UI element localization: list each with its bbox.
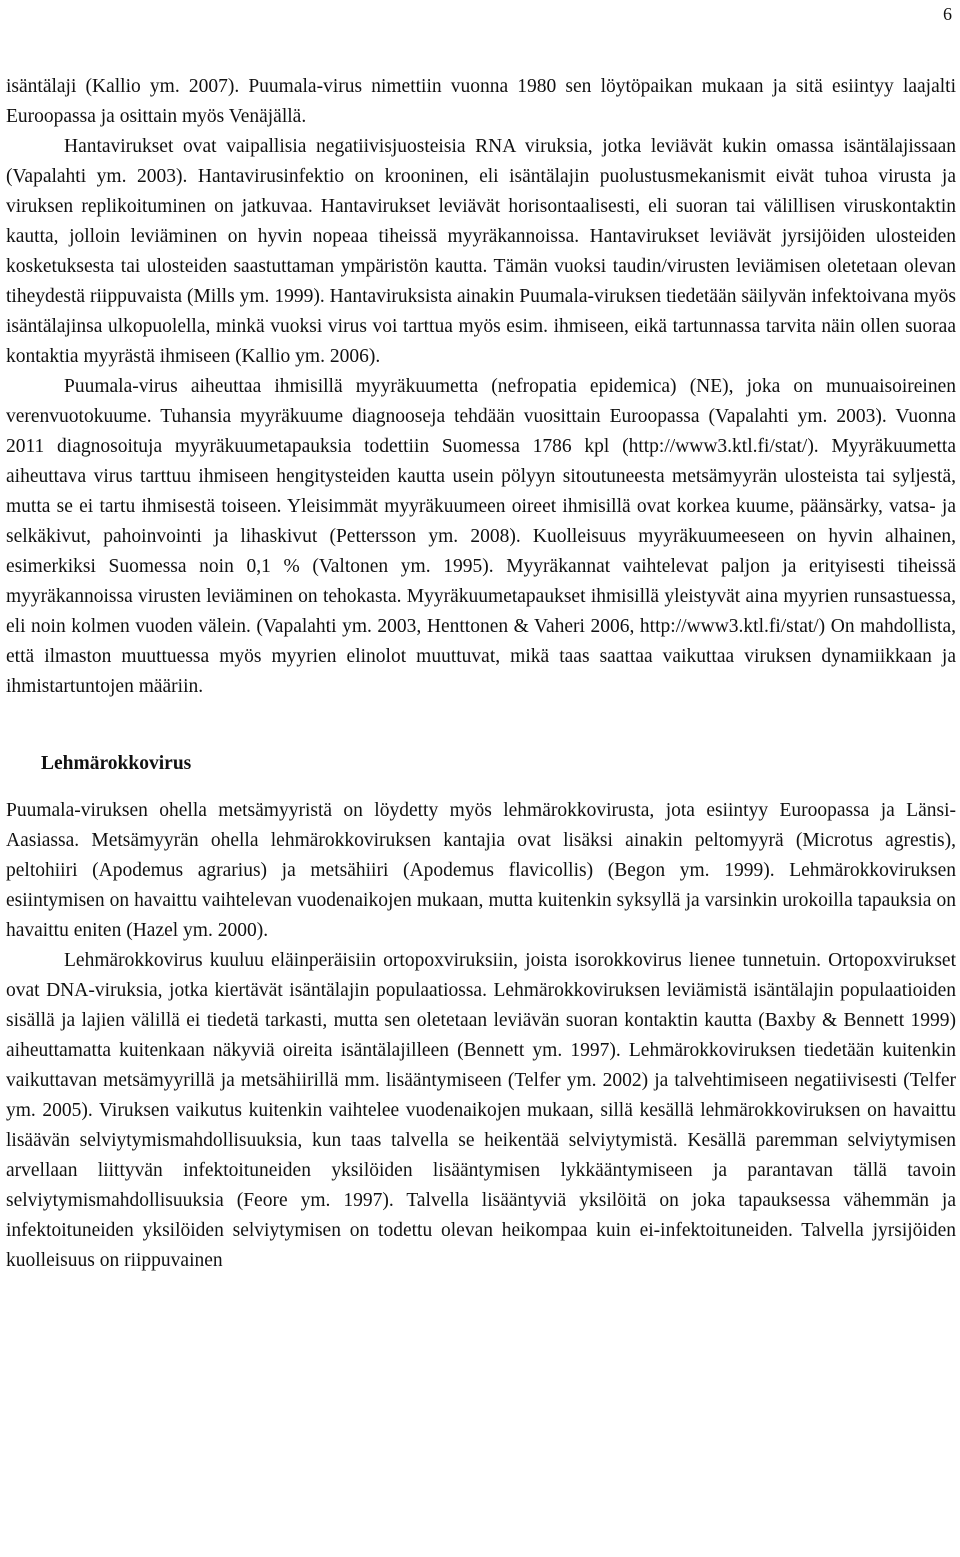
document-body — [6, 72, 956, 1276]
paragraph-nephropathia-epidemica: Puumala-virus aiheuttaa ihmisillä myyräkuumetta (nefropatia epidemica) (NE), joka on munuaisoireinen verenvuotokuume. Tuhansia myyräkuume diagnooseja tehdään vuosittain Euroopassa (Vapalahti ym. 2003). Vuonna 2011 diagnosoituja myyräkuumetapauksia todettiin Suomessa 1786 kpl (http://www3.ktl.fi/stat/). Myyräkuumetta aiheuttava virus tarttuu ihmiseen hengitysteiden kautta usein pölyyn sitoutuneesta metsämyyrän ulosteista tai syljestä, mutta se ei tartu ihmisestä toiseen. Yleisimmät myyräkuumeen oireet ihmisillä ovat korkea kuume, päänsärky, vatsa- ja selkäkivut, pahoinvointi ja lihaskivut (Pettersson ym. 2008). Kuolleisuus myyräkuumeeseen on hyvin alhainen, esimerkiksi Suomessa noin 0,1 % (Valtonen ym. 1995). Myyräkannat vaihtelevat paljon ja erityisesti tiheissä myyräkannoissa virusten leviäminen on tehokasta. Myyräkuumetapaukset ihmisillä yleistyvät aina myyrien runsastuessa, eli noin kolmen vuoden välein. (Vapalahti ym. 2003, Henttonen & Vaheri 2006, http://www3.ktl.fi/stat/) On mahdollista, että ilmaston muuttuessa myös myyrien elinolot muuttuvat, mikä taas saattaa vaikuttaa viruksen dynamiikkaan ja ihmistartuntojen määriin. — [6, 376, 956, 697]
page-number: 6 — [943, 4, 952, 24]
paragraph-hantavirus-transmission: Hantavirukset ovat vaipallisia negatiivisjuosteisia RNA viruksia, jotka leviävät kukin omassa isäntälajissaan (Vapalahti ym. 2003). Hantavirusinfektio on krooninen, eli isäntälajin puolustusmekanismit eivät tuhoa virusta ja viruksen replikoituminen on jatkuvaa. Hantavirukset leviävät horisontaalisesti, eli suoran tai välillisen viruskontaktin kautta, jolloin leviäminen on hyvin nopeaa tiheissä myyräkannoissa. Hantavirukset leviävät jyrsijöiden ulosteiden kosketuksesta tai ulosteiden saastuttaman ympäristön kautta. Tämän vuoksi taudin/virusten leviämisen oletetaan olevan tiheydestä riippuvaista (Mills ym. 1999). Hantaviruksista ainakin Puumala-viruksen tiedetään säilyvän infektoivana myös isäntälajinsa ulkopuolella, minkä vuoksi virus voi tarttua myös esim. ihmiseen, eikä tartunnassa tarvita näin ollen suoraa kontaktia myyrästä ihmiseen (Kallio ym. 2006). — [6, 136, 956, 367]
paragraph-cowpox-effects: Lehmärokkovirus kuuluu eläinperäisiin ortopoxviruksiin, joista isorokkovirus lienee tunnetuin. Ortopoxvirukset ovat DNA-viruksia, jotka kiertävät isäntälajin populaatiossa. Lehmärokkoviruksen leviämistä isäntälajin populaatioiden sisällä ja lajien välillä ei tiedetä tarkasti, mutta sen oletetaan leviävän suoran kontaktin kautta (Baxby & Bennett 1999) aiheuttamatta kuitenkaan näkyviä oireita isäntälajilleen (Bennett ym. 1997). Lehmärokkoviruksen tiedetään kuitenkin vaikuttavan metsämyyrillä ja metsähiirillä mm. lisääntymiseen (Telfer ym. 2002) ja talvehtimiseen negatiivisesti (Telfer ym. 2005). Viruksen vaikutus kuitenkin vaihtelee vuodenaikojen mukaan, sillä kesällä lehmärokkoviruksen on havaittu lisäävän selviytymismahdollisuuksia, kun taas talvella se heikentää selviytymistä. Kesällä paremman selviytymisen arvellaan liittyvän infektoituneiden yksilöiden lisääntymisen lykkääntymiseen ja parantavan tällä tavoin selviytymismahdollisuuksia (Feore ym. 1997). Talvella lisääntyviä yksilöitä on joka tapauksessa vähemmän ja infektoituneiden yksilöiden selviytymisen on todettu olevan heikompaa kuin ei-infektoituneiden. Talvella jyrsijöiden kuolleisuus on riippuvainen — [6, 950, 956, 1271]
section-heading-cowpox: Lehmärokkovirus — [41, 753, 192, 774]
paragraph-cowpox-hosts: Puumala-viruksen ohella metsämyyristä on löydetty myös lehmärokkovirusta, jota esiintyy Euroopassa ja Länsi-Aasiassa. Metsämyyrän ohella lehmärokkoviruksen kantajia ovat lisäksi ainakin peltomyyrä (Microtus agrestis), peltohiiri (Apodemus agrarius) ja metsähiiri (Apodemus flavicollis) (Begon ym. 1999). Lehmärokkoviruksen esiintymisen on havaittu vaihtelevan vuodenaikojen mukaan, mutta kuitenkin syksyllä ja varsinkin urokoilla tapauksia on havaittu eniten (Hazel ym. 2000). — [6, 800, 956, 941]
paragraph-puumala-naming: isäntälaji (Kallio ym. 2007). Puumala-virus nimettiin vuonna 1980 sen löytöpaikan mukaan ja sitä esiintyy laajalti Euroopassa ja osittain myös Venäjällä. — [6, 76, 956, 127]
